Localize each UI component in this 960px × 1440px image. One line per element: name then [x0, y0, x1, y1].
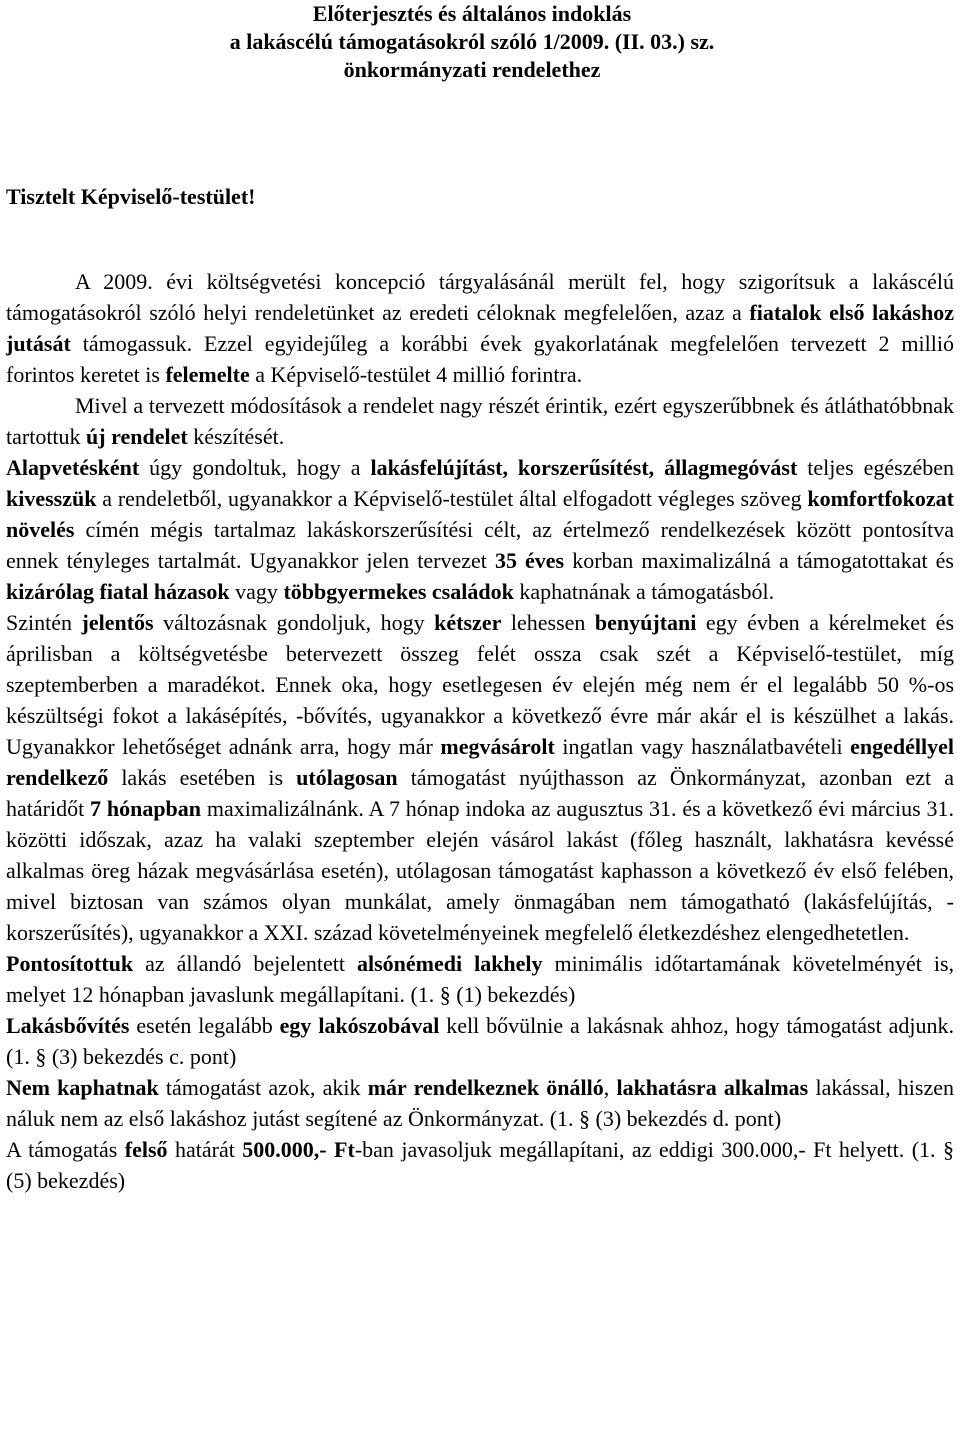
text-span: határát	[167, 1137, 243, 1162]
text-span: lakás esetében is	[108, 765, 297, 790]
bold-span: komfortfokozat növelés	[6, 486, 954, 542]
text-span: A 2009. évi költségvetési koncepció tárgyalásánál merült fel, hogy szigorítsuk a lakáscélú támogatásokról szóló helyi rendeletünket az eredeti céloknak megfelelően, azaz a	[6, 269, 954, 325]
text-span: kell bővülnie a lakásnak ahhoz, hogy támogatást adjunk. (1. § (3) bekezdés c. pont)	[6, 1013, 954, 1069]
bold-span: egy lakószobával	[279, 1013, 440, 1038]
text-span: készítését.	[187, 424, 285, 449]
bold-span: felső	[124, 1137, 168, 1162]
bold-span: már rendelkeznek önálló	[367, 1075, 604, 1100]
text-span: minimális időtartamának követelményét is, melyet 12 hónapban javaslunk megállapítani. (1. § (1) bekezdés)	[6, 951, 955, 1007]
text-span: ingatlan vagy használatbavételi	[554, 734, 851, 759]
text-span: az állandó bejelentett	[133, 951, 357, 976]
paragraph-intro	[6, 266, 954, 390]
text-span: támogatást nyújthasson az Önkormányzat, azonban ezt a határidőt	[6, 765, 954, 821]
paragraph-upper-limit	[6, 1134, 954, 1196]
title-line-2: a lakáscélú támogatásokról szóló 1/2009. (II. 03.) sz.	[229, 29, 715, 54]
paragraph-residence	[6, 948, 954, 1010]
text-span: Mivel a tervezett módosítások a rendelet nagy részét érintik, ezért egyszerűbbnek és átláthatóbbnak tartottuk	[6, 393, 954, 449]
bold-span: új rendelet	[86, 424, 188, 449]
bold-span: felemelte	[165, 362, 250, 387]
paragraph-extension	[6, 1010, 954, 1072]
text-span: vagy	[229, 579, 284, 604]
text-span: -ban javasoljuk megállapítani, az eddigi 300.000,- Ft helyett. (1. § (5) bekezdés)	[6, 1137, 954, 1193]
bold-span: Pontosítottuk	[6, 951, 134, 976]
text-span: ,	[603, 1075, 617, 1100]
title-line-3: önkormányzati rendelethez	[343, 57, 601, 82]
document-body	[6, 266, 954, 1196]
bold-span: benyújtani	[594, 610, 697, 635]
bold-span: kivesszük	[6, 486, 97, 511]
text-span: támogatást azok, akik	[158, 1075, 368, 1100]
bold-span: megvásárolt	[440, 734, 555, 759]
text-span: támogassuk. Ezzel egyidejűleg a korábbi évek gyakorlatának megfelelően tervezett 2 millió forintos keretet is	[6, 331, 954, 387]
paragraph-new-regulation	[6, 390, 954, 452]
document-title	[0, 0, 954, 84]
text-span: címén mégis tartalmaz lakáskorszerűsítési célt, az értelmező rendelkezések között pontosítva ennek tényleges tartalmát. Ugyanakkor jelen tervezet	[6, 517, 954, 573]
paragraph-principle	[6, 452, 954, 607]
bold-span: jelentős	[81, 610, 154, 635]
paragraph-exclusion	[6, 1072, 954, 1134]
text-span: kaphatnának a támogatásból.	[513, 579, 775, 604]
bold-span: Lakásbővítés	[6, 1013, 130, 1038]
bold-span: Nem kaphatnak	[6, 1075, 159, 1100]
bold-span: lakásfelújítást, korszerűsítést, állagmegóvást	[370, 455, 798, 480]
bold-span: alsónémedi lakhely	[356, 951, 543, 976]
bold-span: kétszer	[434, 610, 502, 635]
bold-span: 500.000,- Ft	[242, 1137, 355, 1162]
bold-span: engedéllyel rendelkező	[6, 734, 954, 790]
bold-span: fiatalok első lakáshoz jutását	[6, 300, 954, 356]
text-span: a Képviselő-testület 4 millió forintra.	[249, 362, 583, 387]
bold-span: 7 hónapban	[90, 796, 202, 821]
text-span: úgy gondoltuk, hogy a	[139, 455, 371, 480]
title-line-1: Előterjesztés és általános indoklás	[312, 1, 632, 26]
text-span: korban maximalizálná a támogatottakat és	[564, 548, 954, 573]
bold-span: utólagosan	[296, 765, 398, 790]
paragraph-two-rounds	[6, 607, 954, 948]
bold-span: többgyermekes családok	[283, 579, 514, 604]
text-span: A támogatás	[6, 1137, 125, 1162]
bold-span: 35 éves	[494, 548, 565, 573]
text-span: változásnak gondoljuk, hogy	[153, 610, 435, 635]
bold-span: kizárólag fiatal házasok	[6, 579, 230, 604]
text-span: maximalizálnánk. A 7 hónap indoka az augusztus 31. és a következő évi március 31. közötti időszak, azaz ha valaki szeptember elején vásárol lakást (főleg használt, lakhatásra kevéssé alkalmas öreg házak megvásárlása esetén), utólagosan támogatást kaphasson a következő év első felében, mivel biztosan van számos olyan munkálat, amely önmagában nem támogatható (lakásfelújítás, - korszerűsítés), ugyanakkor a XXI. század követelményeinek megfelelő életkezdéshez elengedhetetlen.	[6, 796, 954, 945]
salutation: Tisztelt Képviselő-testület!	[6, 184, 256, 209]
text-span: lakással, hiszen náluk nem az első lakáshoz jutást segítené az Önkormányzat. (1. § (3) bekezdés d. pont)	[6, 1075, 954, 1131]
text-span: egy évben a kérelmeket és áprilisban a költségvetésbe betervezett összeg felét ossza csak szét a Képviselő-testület, míg szeptemberben a maradékot. Ennek oka, hogy esetlegesen év elején még nem ér el legalább 50 %-os készültségi fokot a lakásépítés, -bővítés, ugyanakkor a következő évre már akár el is készülhet a lakás. Ugyanakkor lehetőséget adnánk arra, hogy már	[6, 610, 955, 759]
text-span: teljes egészében	[797, 455, 955, 480]
text-span: esetén legalább	[129, 1013, 280, 1038]
text-span: a rendeletből, ugyanakkor a Képviselő-testület által elfogadott végleges szöveg	[96, 486, 808, 511]
text-span: Szintén	[6, 610, 82, 635]
bold-span: Alapvetésként	[6, 455, 140, 480]
bold-span: lakhatásra alkalmas	[616, 1075, 809, 1100]
text-span: lehessen	[501, 610, 595, 635]
